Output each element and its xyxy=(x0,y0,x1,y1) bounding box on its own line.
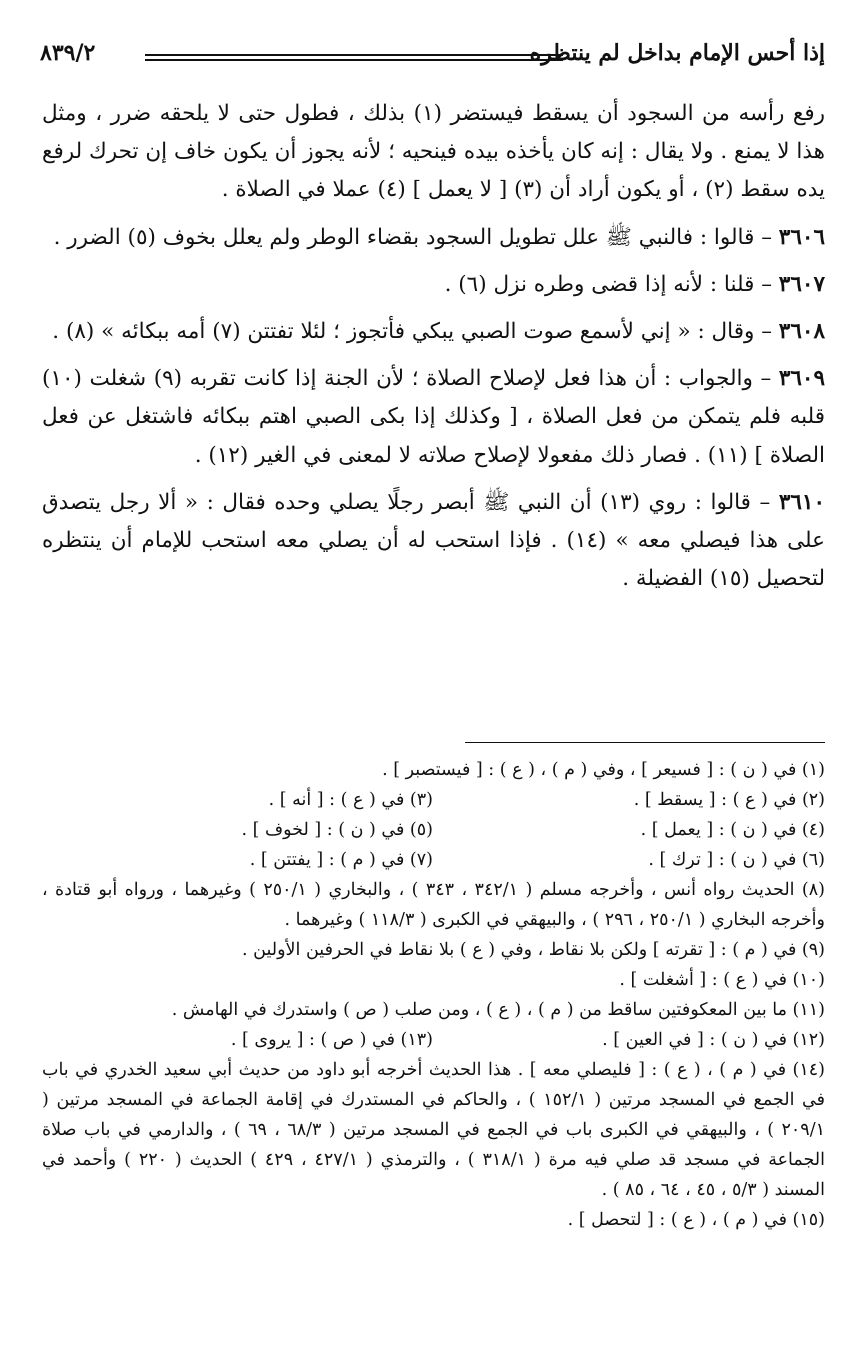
footnote: (١٠) في ( ع ) : [ أشغلت ] . xyxy=(619,970,825,990)
paragraph-number: ٣٦٠٨ xyxy=(778,319,825,345)
paragraph: ٣٦٠٩ – والجواب : أن هذا فعل لإصلاح الصلاة ؛ لأن الجنة إذا كانت تقربه (٩) شغلت (١٠) قلبه فلم يتمكن من فعل الصلاة ، [ وكذلك إذا بكى الصبي اهتم ببكائه فاشتغل عن فعل الصلاة ] (١١) . فصار ذلك مفعولا لإصلاح صلاته لا لمعنى في الغير (١٢) . xyxy=(42,366,826,468)
paragraph-number: ٣٦٠٦ xyxy=(778,224,825,250)
footnote: (١) في ( ن ) : [ فسيعر ] ، وفي ( م ) ، ( ع ) : [ فيستصبر ] . xyxy=(382,760,825,780)
paragraph xyxy=(42,95,825,210)
footnote: (٧) في ( م ) : [ يفتتن ] . xyxy=(249,850,433,870)
paragraph-number: ٣٦٠٧ xyxy=(778,271,825,297)
paragraph: ٣٦٠٦ – قالوا : فالنبي ﷺ علل تطويل السجود بقضاء الوطر ولم يعلل بخوف (٥) الضرر . xyxy=(53,224,825,250)
footnote-row xyxy=(42,785,825,815)
footnote: (٢) في ( ع ) : [ يسقط ] . xyxy=(633,790,825,810)
footnote: (٣) في ( ع ) : [ أنه ] . xyxy=(268,790,433,810)
paragraph-text: قالوا : فالنبي ﷺ علل تطويل السجود بقضاء الوطر ولم يعلل بخوف (٥) الضرر . xyxy=(53,224,755,250)
paragraph-text: قلنا : لأنه إذا قضى وطره نزل (٦) . xyxy=(444,271,755,297)
paragraph-number: ٣٦١٠ xyxy=(778,489,826,515)
footnote: (١٢) في ( ن ) : [ في العين ] . xyxy=(602,1030,825,1050)
footnote-row xyxy=(42,1025,825,1055)
paragraph-text: وقال : « إني لأسمع صوت الصبي يبكي فأتجوز ؛ لئلا تفتتن (٧) أمه ببكائه » (٨) . xyxy=(52,319,755,345)
footnote: (٥) في ( ن ) : [ لخوف ] . xyxy=(241,820,433,840)
paragraph-text: قالوا : روي (١٣) أن النبي ﷺ أبصر رجلًا يصلي وحده فقال : « ألا رجل يتصدق على هذا فيصلي معه » (١٤) . فإذا استحب له أن يصلي معه استحب للإمام أن ينتظره لتحصيل (١٥) الفضيلة . xyxy=(42,489,825,592)
paragraph-text: رفع رأسه من السجود أن يسقط فيستضر (١) بذلك ، فطول حتى لا يلحقه ضرر ، ومثل هذا لا يمنع . ولا يقال : إنه كان يأخذه بيده فينحيه ؛ لأنه يجوز أن يكون خاف إن تحرك لرفع يده سقط (٢) ، أو يكون أراد أن (٣) [ لا يعمل ] (٤) عملا في الصلاة . xyxy=(42,101,825,203)
footnote: (١٤) في ( م ) ، ( ع ) : [ فليصلي معه ] . هذا الحديث أخرجه أبو داود من حديث أبي سعيد الخدري في باب في الجمع في المسجد مرتين ( ١٥٢/١ ) ، والحاكم في المستدرك في إقامة الجماعة في المسجد مرتين ( ٢٠٩/١ ) ، والبيهقي في الكبرى باب في الجمع في المسجد مرتين ( ٦٨/٣ ، ٦٩ ) ، والدارمي في باب صلاة الجماعة في مسجد قد صلي فيه مرة ( ٣١٨/١ ) ، والترمذي ( ٤٢٧/١ ، ٤٢٩ ) الحديث ( ٢٢٠ ) وأحمد في المسند ( ٥/٣ ، ٤٥ ، ٦٤ ، ٨٥ ) . xyxy=(42,1060,826,1200)
footnote: (١٣) في ( ص ) : [ يروى ] . xyxy=(230,1030,433,1050)
footnote: (٦) في ( ن ) : [ ترك ] . xyxy=(648,850,825,870)
footnote-separator xyxy=(465,742,825,743)
footnote-row xyxy=(42,845,825,875)
footnotes xyxy=(42,755,825,1235)
footnote: (٩) في ( م ) : [ تقرته ] ولكن بلا نقاط ، وفي ( ع ) بلا نقاط في الحرفين الأولين . xyxy=(242,940,825,960)
footnote: (٨) الحديث رواه أنس ، وأخرجه مسلم ( ٣٤٢/١ ، ٣٤٣ ) ، والبخاري ( ٢٥٠/١ ) وغيرهما ، ورواه أبو قتادة ، وأخرجه البخاري ( ٢٥٠/١ ، ٢٩٦ ) ، والبيهقي في الكبرى ( ١١٨/٣ ) وغيرهما . xyxy=(42,880,825,930)
footnote: (٤) في ( ن ) : [ يعمل ] . xyxy=(640,820,825,840)
page-number: ٨٣٩/٢ xyxy=(40,40,96,66)
paragraph-text: والجواب : أن هذا فعل لإصلاح الصلاة ؛ لأن الجنة إذا كانت تقربه (٩) شغلت (١٠) قلبه فلم يتمكن من فعل الصلاة ، [ وكذلك إذا بكى الصبي اهتم ببكائه فاشتغل عن فعل الصلاة ] (١١) . فصار ذلك مفعولا لإصلاح صلاته لا لمعنى في الغير (١٢) . xyxy=(42,366,825,468)
paragraph: ٣٦٠٨ – وقال : « إني لأسمع صوت الصبي يبكي فأتجوز ؛ لئلا تفتتن (٧) أمه ببكائه » (٨) . xyxy=(52,319,825,345)
running-title: إذا أحس الإمام بداخل لم ينتظره xyxy=(529,40,825,66)
paragraph: ٣٦١٠ – قالوا : روي (١٣) أن النبي ﷺ أبصر رجلًا يصلي وحده فقال : « ألا رجل يتصدق على هذا فيصلي معه » (١٤) . فإذا استحب له أن يصلي معه استحب للإمام أن ينتظره لتحصيل (١٥) الفضيلة . xyxy=(42,489,826,592)
footnote: (١١) ما بين المعكوفتين ساقط من ( م ) ، ( ع ) ، ومن صلب ( ص ) واستدرك في الهامش . xyxy=(171,1000,825,1020)
paragraph-number: ٣٦٠٩ xyxy=(778,366,826,392)
footnote: (١٥) في ( م ) ، ( ع ) : [ لتحصل ] . xyxy=(567,1210,825,1230)
page-header xyxy=(40,40,825,80)
paragraph: ٣٦٠٧ – قلنا : لأنه إذا قضى وطره نزل (٦) . xyxy=(444,271,825,297)
main-text xyxy=(42,95,825,607)
header-rule xyxy=(145,54,563,61)
footnote-row xyxy=(42,815,825,845)
